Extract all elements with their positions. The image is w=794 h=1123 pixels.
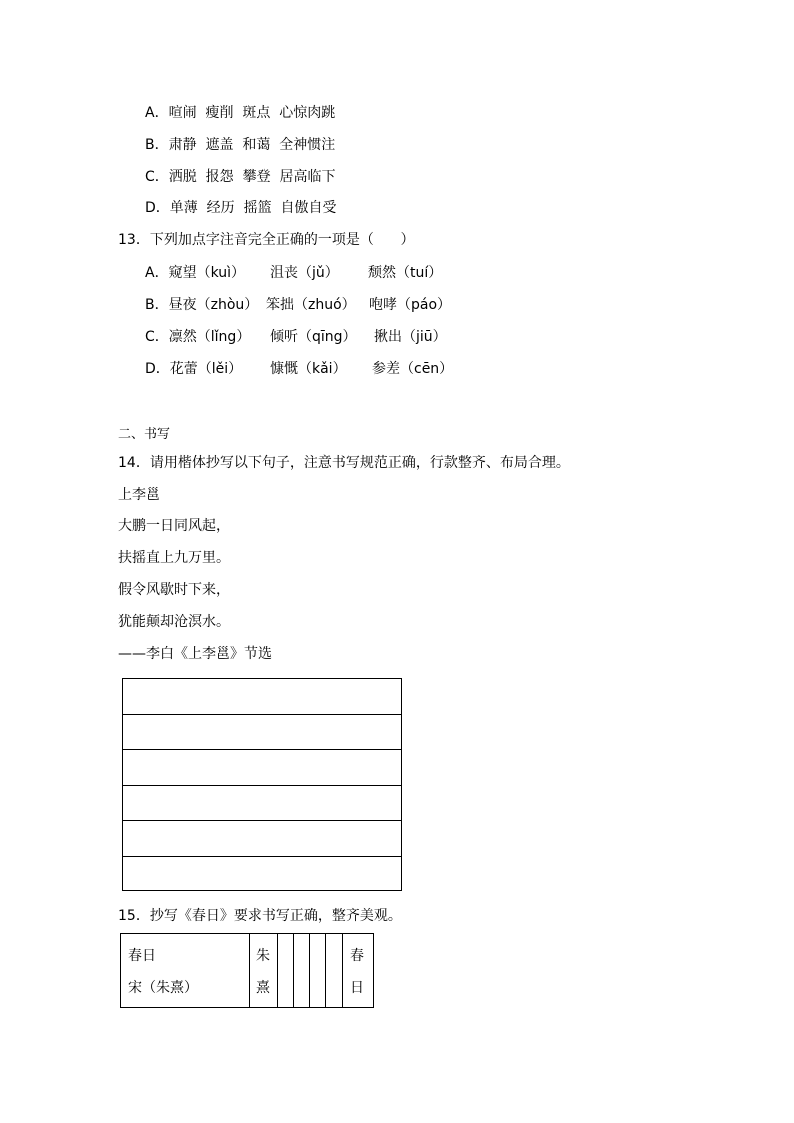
q15-stem: 15．抄写《春日》要求书写正确，整齐美观。 (118, 908, 402, 924)
q15-poem-author: 宋（朱熹） (128, 980, 198, 996)
q13-c-3: 揪出（jiū） (374, 329, 447, 345)
q14-stem: 14．请用楷体抄写以下句子，注意书写规范正确，行款整齐、布局合理。 (118, 455, 570, 471)
q12-option-d: D．单薄 经历 摇篮 自傲自受 (145, 200, 337, 216)
q15-author-top: 朱 (256, 948, 270, 964)
writing-row[interactable] (123, 821, 401, 857)
q15-blank-column[interactable] (294, 934, 310, 1007)
q15-author-column (250, 934, 278, 1007)
q13-b-2: 笨拙（zhuó） (266, 297, 356, 313)
q13-b-3: 咆哮（páo） (369, 297, 452, 313)
poem-line-4: 犹能颠却沧溟水。 (118, 614, 230, 630)
q12-option-a: A．喧闹 瘦削 斑点 心惊肉跳 (145, 105, 336, 121)
q13-a-3: 颓然（tuí） (368, 265, 443, 281)
poem-line-2: 扶摇直上九万里。 (118, 550, 230, 566)
q15-last-top: 春 (350, 948, 364, 964)
writing-row[interactable] (123, 750, 401, 786)
q13-d-3: 参差（cēn） (372, 361, 454, 377)
q14-writing-grid[interactable] (122, 678, 402, 891)
q15-title-column (343, 934, 373, 1007)
poem-line-1: 大鹏一日同风起， (118, 518, 230, 534)
poem-title: 上李邕 (118, 487, 160, 503)
section-title: 二、书写 (118, 427, 171, 442)
q15-author-bottom: 熹 (256, 980, 270, 996)
q15-poem-title: 春日 (128, 948, 156, 964)
q13-stem: 13．下列加点字注音完全正确的一项是（ ） (118, 232, 415, 248)
q13-d-2: 慷慨（kǎi） (270, 361, 347, 377)
writing-row[interactable] (123, 715, 401, 751)
q13-c-2: 倾听（qīng） (270, 329, 357, 345)
q15-title-cell (121, 934, 250, 1007)
q15-last-bottom: 日 (350, 980, 364, 996)
q15-blank-column[interactable] (310, 934, 326, 1007)
q12-option-b: B．肃静 遮盖 和蔼 全神惯注 (145, 137, 336, 153)
q15-blank-column[interactable] (326, 934, 343, 1007)
q12-option-c: C．洒脱 报怨 攀登 居高临下 (145, 169, 336, 185)
poem-line-3: 假令风歇时下来， (118, 582, 230, 598)
poem-attribution: ——李白《上李邕》节选 (118, 646, 272, 662)
q15-table (120, 933, 374, 1008)
q13-d-1: D．花蕾（lěi） (145, 361, 243, 377)
q13-c-1: C．凛然（lǐng） (145, 329, 251, 345)
writing-row[interactable] (123, 786, 401, 822)
writing-row[interactable] (123, 679, 401, 715)
q13-a-2: 沮丧（jǔ） (270, 265, 339, 281)
q13-a-1: A．窥望（kuì） (145, 265, 246, 281)
q15-blank-column[interactable] (278, 934, 294, 1007)
q13-b-1: B．昼夜（zhòu） (145, 297, 259, 313)
writing-row[interactable] (123, 857, 401, 893)
